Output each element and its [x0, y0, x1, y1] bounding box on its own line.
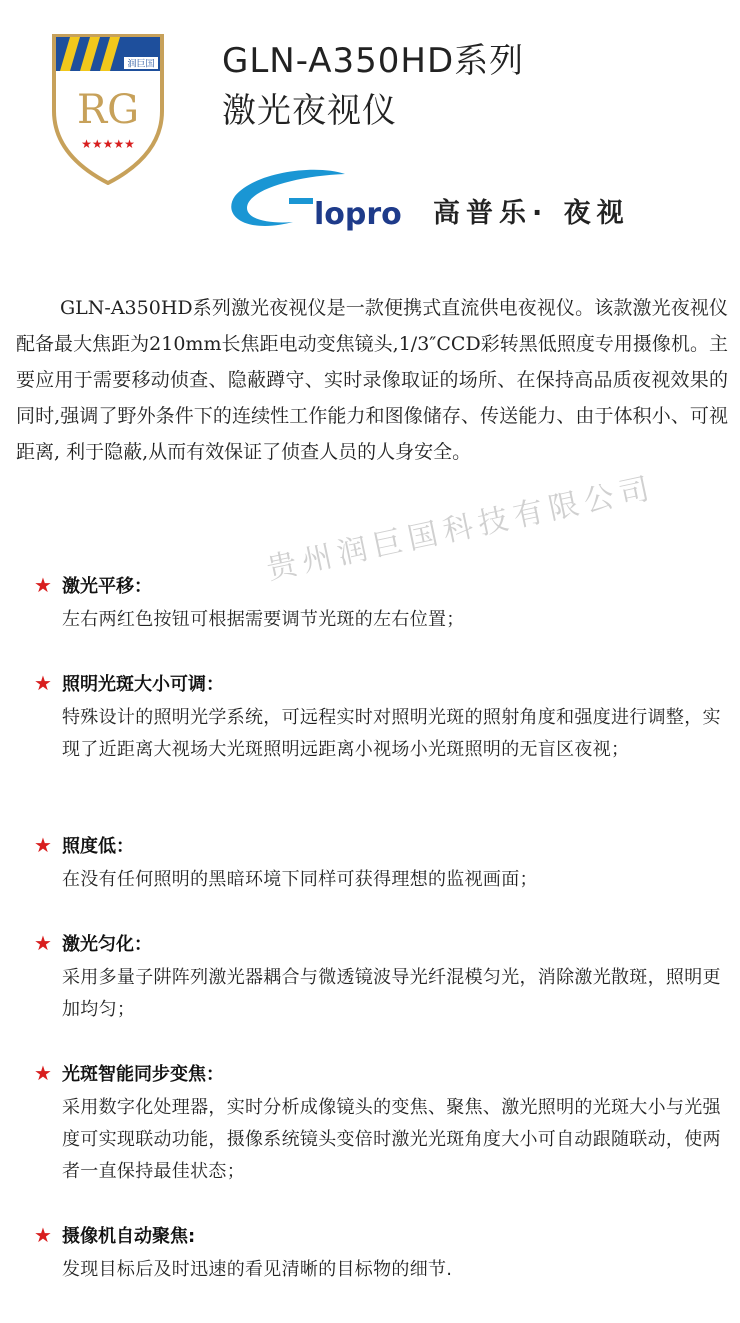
feature-description: 采用数字化处理器，实时分析成像镜头的变焦、聚焦、激光照明的光斑大小与光强度可实现联动功能，摄像系统镜头变倍时激光光斑角度大小可自动跟随联动，使两者一直保持最佳状态；: [62, 1097, 721, 1182]
feature-title: 照明光斑大小可调：: [62, 674, 224, 695]
company-watermark: 贵州润巨国科技有限公司: [263, 470, 659, 588]
gaopule-logo: [225, 164, 405, 234]
feature-item: [34, 830, 724, 896]
star-icon: ★: [34, 573, 52, 597]
feature-title: 摄像机自动聚焦:: [62, 1226, 196, 1247]
feature-title: 激光平移：: [62, 576, 152, 597]
feature-item: [34, 668, 724, 766]
star-icon: ★: [34, 1061, 52, 1085]
company-shield-logo: [50, 33, 166, 185]
shield-stars: ★★★★★: [81, 137, 135, 151]
intro-paragraph: GLN-A350HD系列激光夜视仪是一款便携式直流供电夜视仪。该款激光夜视仪配备最大焦距为210mm长焦距电动变焦镜头,1/3″CCD彩转黑低照度专用摄像机。主要应用于需要移动侦查、隐蔽蹲守、实时录像取证的场所、在保持高品质夜视效果的同时,强调了野外条件下的连续性工作能力和图像储存、传送能力、由于体积小、可视距离, 利于隐蔽,从而有效保证了侦查人员的人身安全。: [16, 297, 728, 463]
feature-item: [34, 1058, 724, 1188]
brand-name-cn: 高普乐· 夜视: [433, 198, 630, 229]
product-title-line1: GLN-A350HD系列: [222, 41, 525, 81]
feature-title: 激光匀化：: [62, 934, 152, 955]
feature-description: 左右两红色按钮可根据需要调节光斑的左右位置；: [62, 609, 465, 630]
feature-item: [34, 1220, 724, 1286]
shield-tag-text: 润巨国: [127, 59, 155, 70]
feature-item: [34, 928, 724, 1026]
feature-description: 发现目标后及时迅速的看见清晰的目标物的细节.: [62, 1259, 453, 1280]
logo-wordmark: lopro: [314, 197, 402, 232]
star-icon: ★: [34, 833, 52, 857]
feature-item: [34, 570, 724, 636]
product-title-line2: 激光夜视仪: [222, 91, 397, 131]
feature-description: 特殊设计的照明光学系统，可远程实时对照明光斑的照射角度和强度进行调整，实现了近距离大视场大光斑照明远距离小视场小光斑照明的无盲区夜视；: [62, 707, 721, 760]
star-icon: ★: [34, 1223, 52, 1247]
star-icon: ★: [34, 671, 52, 695]
feature-description: 采用多量子阱阵列激光器耦合与微透镜波导光纤混模匀光，消除激光散斑，照明更加均匀；: [62, 967, 721, 1020]
shield-monogram: RG: [76, 87, 140, 133]
feature-title: 光斑智能同步变焦：: [62, 1064, 224, 1085]
feature-title: 照度低：: [62, 836, 134, 857]
feature-description: 在没有任何照明的黑暗环境下同样可获得理想的监视画面；: [62, 869, 538, 890]
star-icon: ★: [34, 931, 52, 955]
